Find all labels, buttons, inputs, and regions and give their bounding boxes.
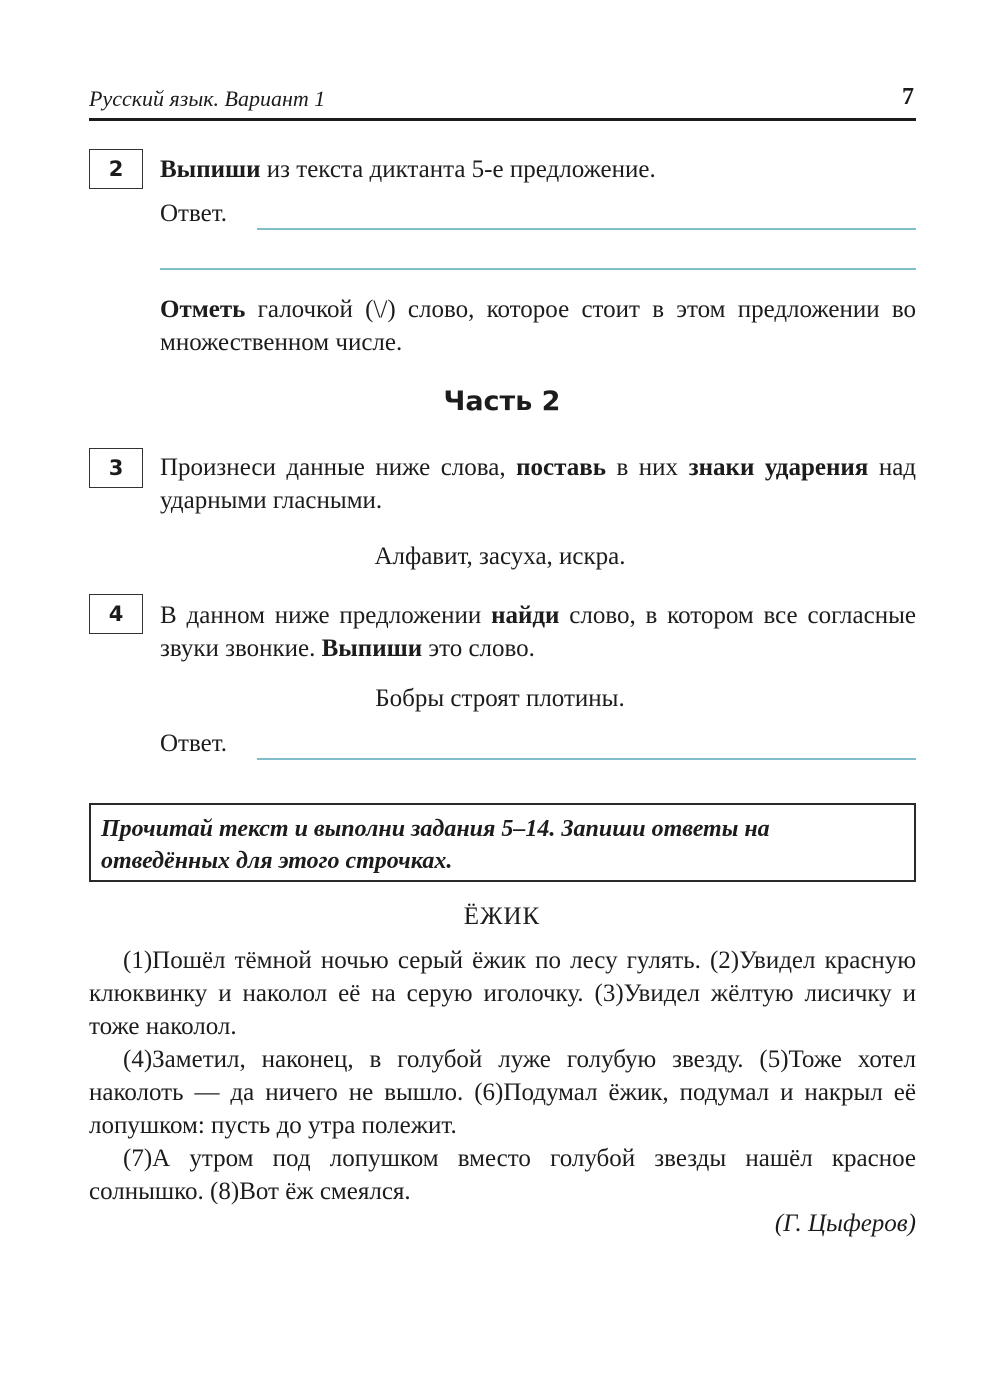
- task3-text-2: в них: [605, 454, 689, 481]
- task4-bold-1: найди: [491, 602, 560, 629]
- story-text: [89, 944, 916, 1208]
- page-header: [89, 82, 916, 121]
- task4-bold-2: Выпиши: [321, 635, 423, 662]
- task-number-3: 3: [89, 448, 143, 488]
- task3-words: Алфавит, засуха, искра.: [374, 543, 626, 570]
- task4-answer-line[interactable]: [257, 758, 916, 760]
- task4-text-3: это слово.: [422, 635, 535, 662]
- task-number-4: 4: [89, 594, 143, 634]
- story-paragraph: (4)Заметил, наконец, в голубой луже голубую звезду. (5)Тоже хотел наколоть — да ничего не вышло. (6)Подумал ёжик, подумал и накрыл её лопушком: пусть до утра полежит.: [89, 1046, 916, 1139]
- task2-answer-line-1[interactable]: [257, 228, 916, 230]
- story-author: (Г. Цыферов): [774, 1210, 916, 1237]
- story-paragraph: (1)Пошёл тёмной ночью серый ёжик по лесу гулять. (2)Увидел красную клюквинку и наколол её на серую иголочку. (3)Увидел жёлтую лисичку и тоже наколол.: [89, 947, 916, 1040]
- task4-text-1: В данном ниже предложении: [160, 602, 492, 629]
- task2-mark-text: галочкой (\/) слово, которое стоит в этом предложении во множественном числе.: [160, 296, 916, 356]
- task4-text-2: слово, в котором все согласные звуки звонкие.: [160, 602, 916, 662]
- task3-bold-2: знаки ударения: [688, 454, 869, 481]
- task3-bold-1: поставь: [516, 454, 606, 481]
- story-title: ЁЖИК: [463, 903, 541, 930]
- task3-instruction: [160, 451, 916, 517]
- task2-instruction-text: из текста диктанта 5-е предложение.: [260, 156, 656, 183]
- task2-instruction: [160, 153, 916, 186]
- header-title: Русский язык. Вариант 1: [89, 86, 326, 111]
- task4-answer-label: Ответ.: [160, 730, 228, 757]
- reading-instruction-text: Прочитай текст и выполни задания 5–14. Запиши ответы на отведённых для этого строчках.: [101, 816, 770, 874]
- page-number: 7: [902, 84, 914, 110]
- reading-instruction-box: [89, 803, 916, 882]
- part-2-heading: Часть 2: [443, 386, 561, 417]
- task3-text-1: Произнеси данные ниже слова,: [160, 454, 517, 481]
- task4-instruction: [160, 599, 916, 665]
- task2-answer-label: Ответ.: [160, 200, 228, 227]
- task2-answer-line-2[interactable]: [160, 268, 916, 270]
- story-paragraph: (7)А утром под лопушком вместо голубой звезды нашёл красное солнышко. (8)Вот ёж смеялся.: [89, 1145, 916, 1205]
- task4-sentence: Бобры строят плотины.: [375, 685, 625, 712]
- task2-mark-instruction: [160, 293, 916, 359]
- task2-mark-bold: Отметь: [160, 296, 246, 323]
- task2-bold-verb: Выпиши: [160, 156, 261, 183]
- task3-text-3: над ударными гласными.: [160, 454, 917, 514]
- task-number-2: 2: [89, 149, 143, 189]
